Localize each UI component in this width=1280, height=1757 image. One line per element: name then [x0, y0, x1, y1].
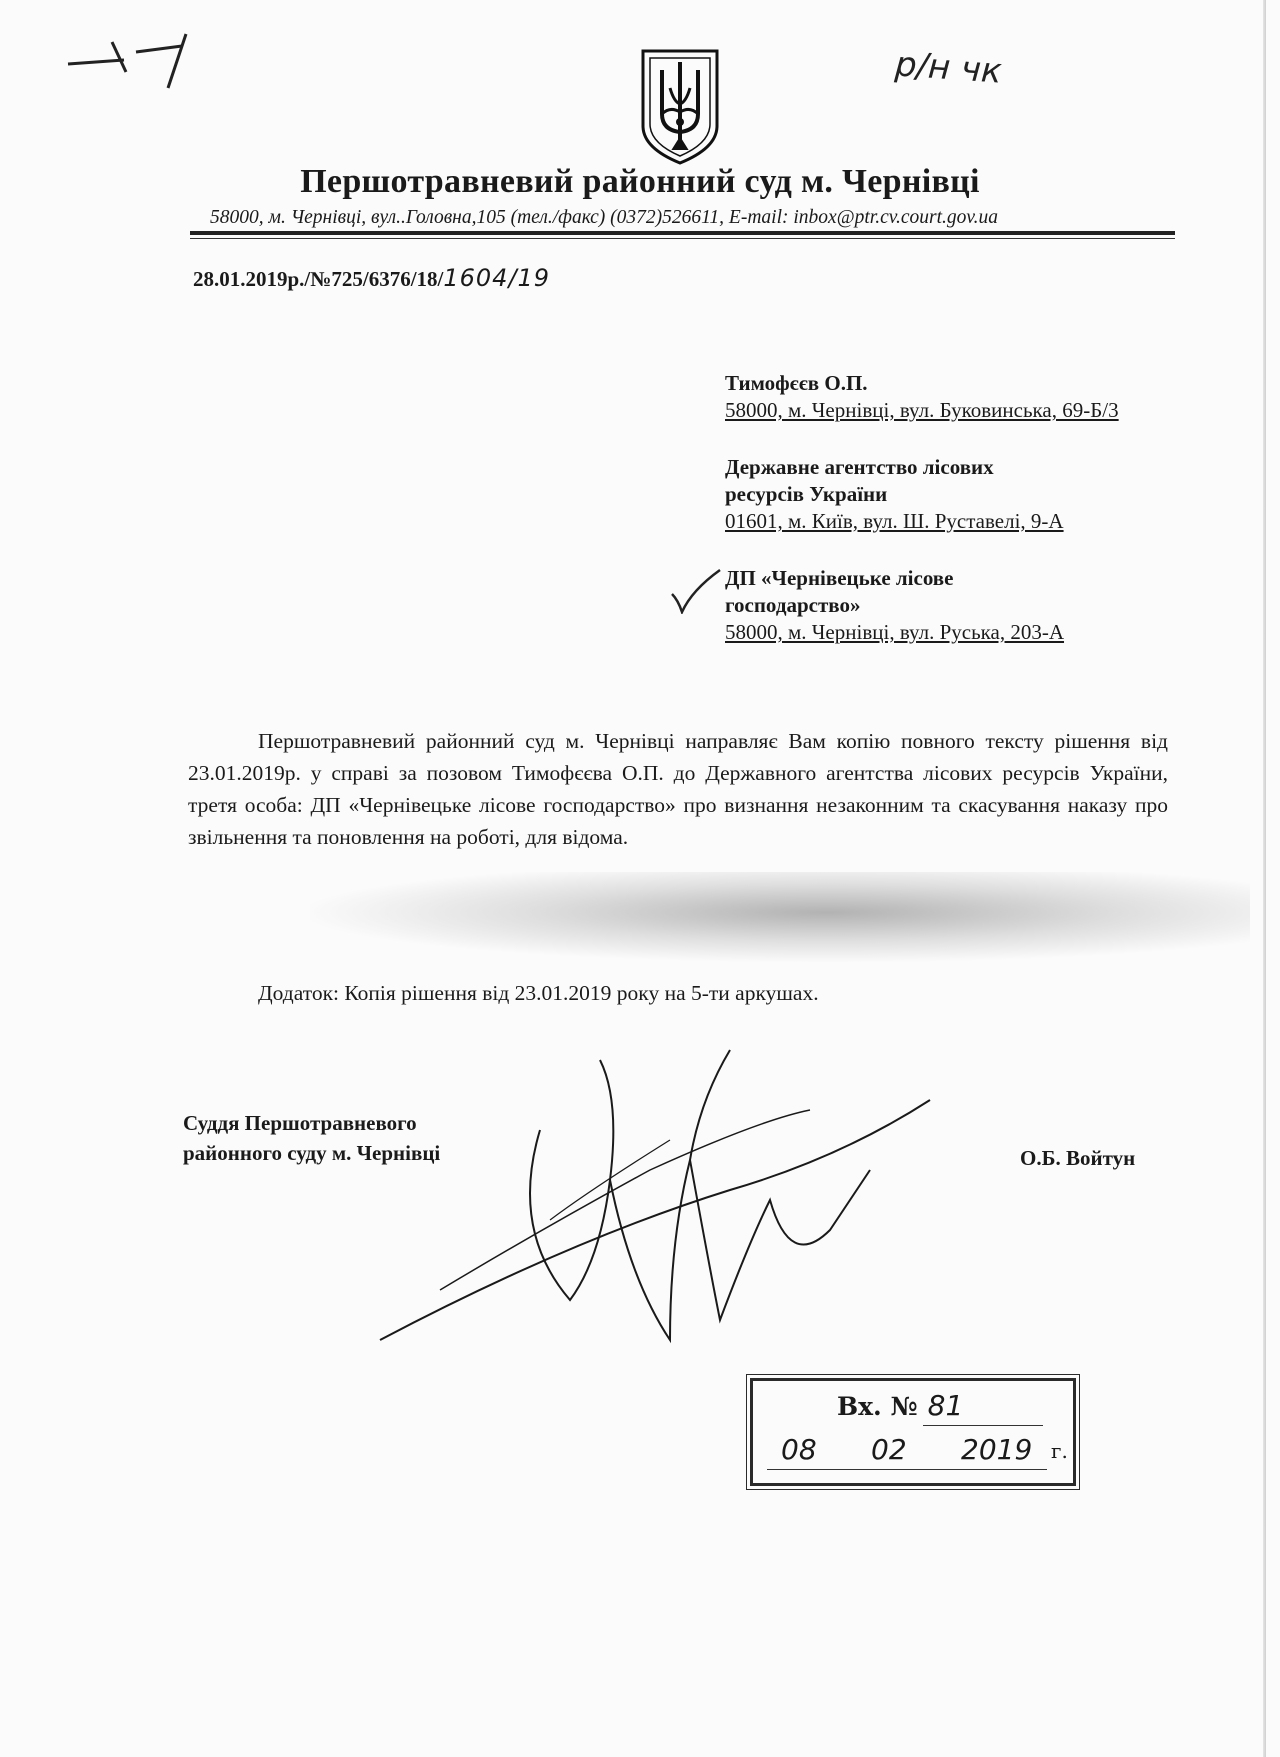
recipient-name: господарство»	[725, 593, 861, 617]
recipient-address: 01601, м. Київ, вул. Ш. Руставелі, 9-А	[725, 509, 1064, 533]
judge-title-line: Суддя Першотравневого	[183, 1111, 417, 1135]
stamp-label: Вх. №	[837, 1392, 918, 1421]
recipient-name: ресурсів України	[725, 482, 888, 506]
judge-name: О.Б. Войтун	[1020, 1146, 1136, 1170]
stamp-number-underline	[923, 1425, 1043, 1426]
handwritten-mark-top-left-text: 1–1	[64, 30, 66, 31]
coat-of-arms-icon	[640, 48, 720, 166]
outgoing-reference-handwritten: 1604/19	[443, 264, 551, 292]
stamp-number-row	[837, 1389, 963, 1422]
outgoing-reference-printed: 28.01.2019р./№725/6376/18/	[193, 267, 444, 291]
stamp-year: 2019	[961, 1433, 1033, 1466]
recipient	[725, 370, 1165, 424]
judge-title-line: районного суду м. Чернівці	[183, 1141, 441, 1165]
recipient-address: 58000, м. Чернівці, вул. Буковинська, 69-Б/3	[725, 398, 1119, 422]
recipient-name: Тимофєєв О.П.	[725, 371, 868, 395]
handwritten-mark-top-left	[64, 30, 194, 90]
outgoing-reference	[193, 264, 550, 292]
court-address: 58000, м. Чернівці, вул..Головна,105 (тел./факс) (0372)526611, E-mail: inbox@ptr.cv.court.gov.ua	[210, 207, 998, 228]
header-divider-thin	[190, 238, 1175, 239]
recipients-block	[725, 370, 1165, 676]
incoming-registration-stamp	[750, 1378, 1076, 1486]
stamp-month: 02	[871, 1433, 907, 1466]
stamp-number: 81	[927, 1389, 964, 1422]
recipient	[725, 565, 1165, 646]
handwritten-signature-icon	[370, 1040, 1010, 1370]
handwritten-note-top-right: р/н чк	[893, 44, 1003, 92]
stamp-year-suffix: г.	[1051, 1439, 1068, 1463]
scan-edge	[1263, 0, 1266, 1757]
scan-smudge	[310, 872, 1250, 962]
header-divider-thick	[190, 231, 1175, 235]
checkmark-icon	[670, 568, 722, 614]
stamp-day: 08	[781, 1433, 817, 1466]
court-name: Першотравневий районний суд м. Чернівці	[300, 163, 980, 200]
recipient-name: Державне агентство лісових	[725, 455, 994, 479]
recipient-name: ДП «Чернівецьке лісове	[725, 566, 954, 590]
recipient	[725, 454, 1165, 535]
letter-body: Першотравневий районний суд м. Чернівці направляє Вам копію повного тексту рішення від 23.01.2019р. у справі за позовом Тимофєєва О.П. до Державного агентства лісових ресурсів України, третя особа: ДП «Чернівецьке лісове господарство» про визнання незаконним та скасування наказу про звільнення та поновлення на роботі, для відома.	[188, 729, 1168, 849]
attachment-line: Додаток: Копія рішення від 23.01.2019 року на 5-ти аркушах.	[258, 981, 819, 1005]
stamp-date-underline	[767, 1469, 1047, 1470]
recipient-address: 58000, м. Чернівці, вул. Руська, 203-А	[725, 620, 1065, 644]
